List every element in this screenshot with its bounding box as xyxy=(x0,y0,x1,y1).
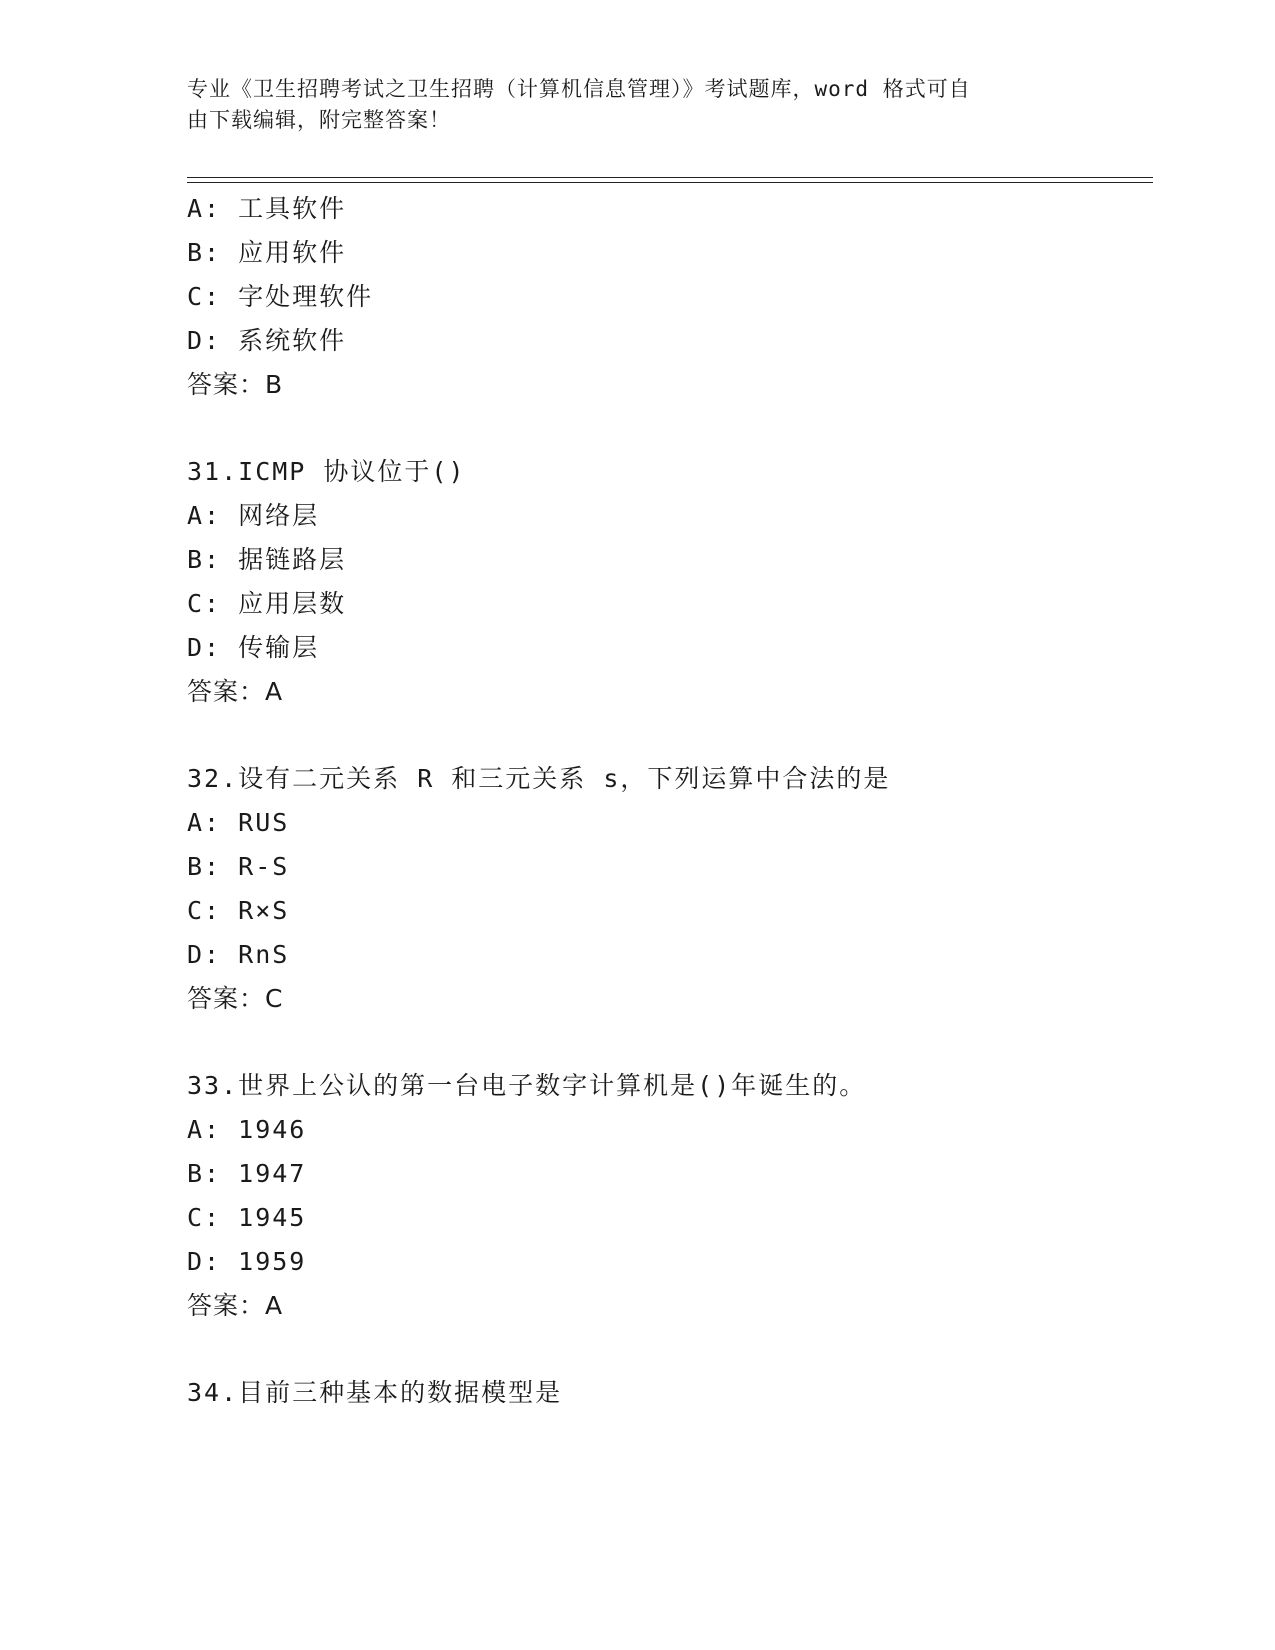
header-line-1: 专业《卫生招聘考试之卫生招聘（计算机信息管理）》考试题库，word 格式可自 xyxy=(187,77,971,101)
q31-option-b: B: 据链路层 xyxy=(187,545,347,574)
q33-option-c: C: 1945 xyxy=(187,1203,307,1232)
q33-option-a: A: 1946 xyxy=(187,1115,307,1144)
header-line-2: 由下载编辑，附完整答案！ xyxy=(187,108,451,132)
q33-question: 33.世界上公认的第一台电子数字计算机是()年诞生的。 xyxy=(187,1071,867,1100)
q34-question: 34.目前三种基本的数据模型是 xyxy=(187,1378,563,1407)
q31-answer: 答案：A xyxy=(187,677,284,706)
q32-option-c: C: R×S xyxy=(187,896,290,925)
header-divider xyxy=(187,177,1153,183)
q33-answer: 答案：A xyxy=(187,1291,284,1320)
q30-option-d: D: 系统软件 xyxy=(187,326,347,355)
q30-option-c: C: 字处理软件 xyxy=(187,282,374,311)
q30-option-b: B: 应用软件 xyxy=(187,238,347,267)
q33-option-d: D: 1959 xyxy=(187,1247,307,1276)
document-header xyxy=(187,74,1067,136)
q30-option-a: A: 工具软件 xyxy=(187,194,347,223)
q31-option-c: C: 应用层数 xyxy=(187,589,347,618)
q31-question: 31.ICMP 协议位于() xyxy=(187,457,466,486)
q31-option-d: D: 传输层 xyxy=(187,633,320,662)
q30-answer: 答案：B xyxy=(187,370,284,399)
q32-question: 32.设有二元关系 R 和三元关系 s，下列运算中合法的是 xyxy=(187,764,891,793)
q32-option-a: A: RUS xyxy=(187,808,290,837)
q32-answer: 答案：C xyxy=(187,984,284,1013)
q32-option-b: B: R-S xyxy=(187,852,290,881)
q33-option-b: B: 1947 xyxy=(187,1159,307,1188)
q31-option-a: A: 网络层 xyxy=(187,501,320,530)
q32-option-d: D: RnS xyxy=(187,940,290,969)
